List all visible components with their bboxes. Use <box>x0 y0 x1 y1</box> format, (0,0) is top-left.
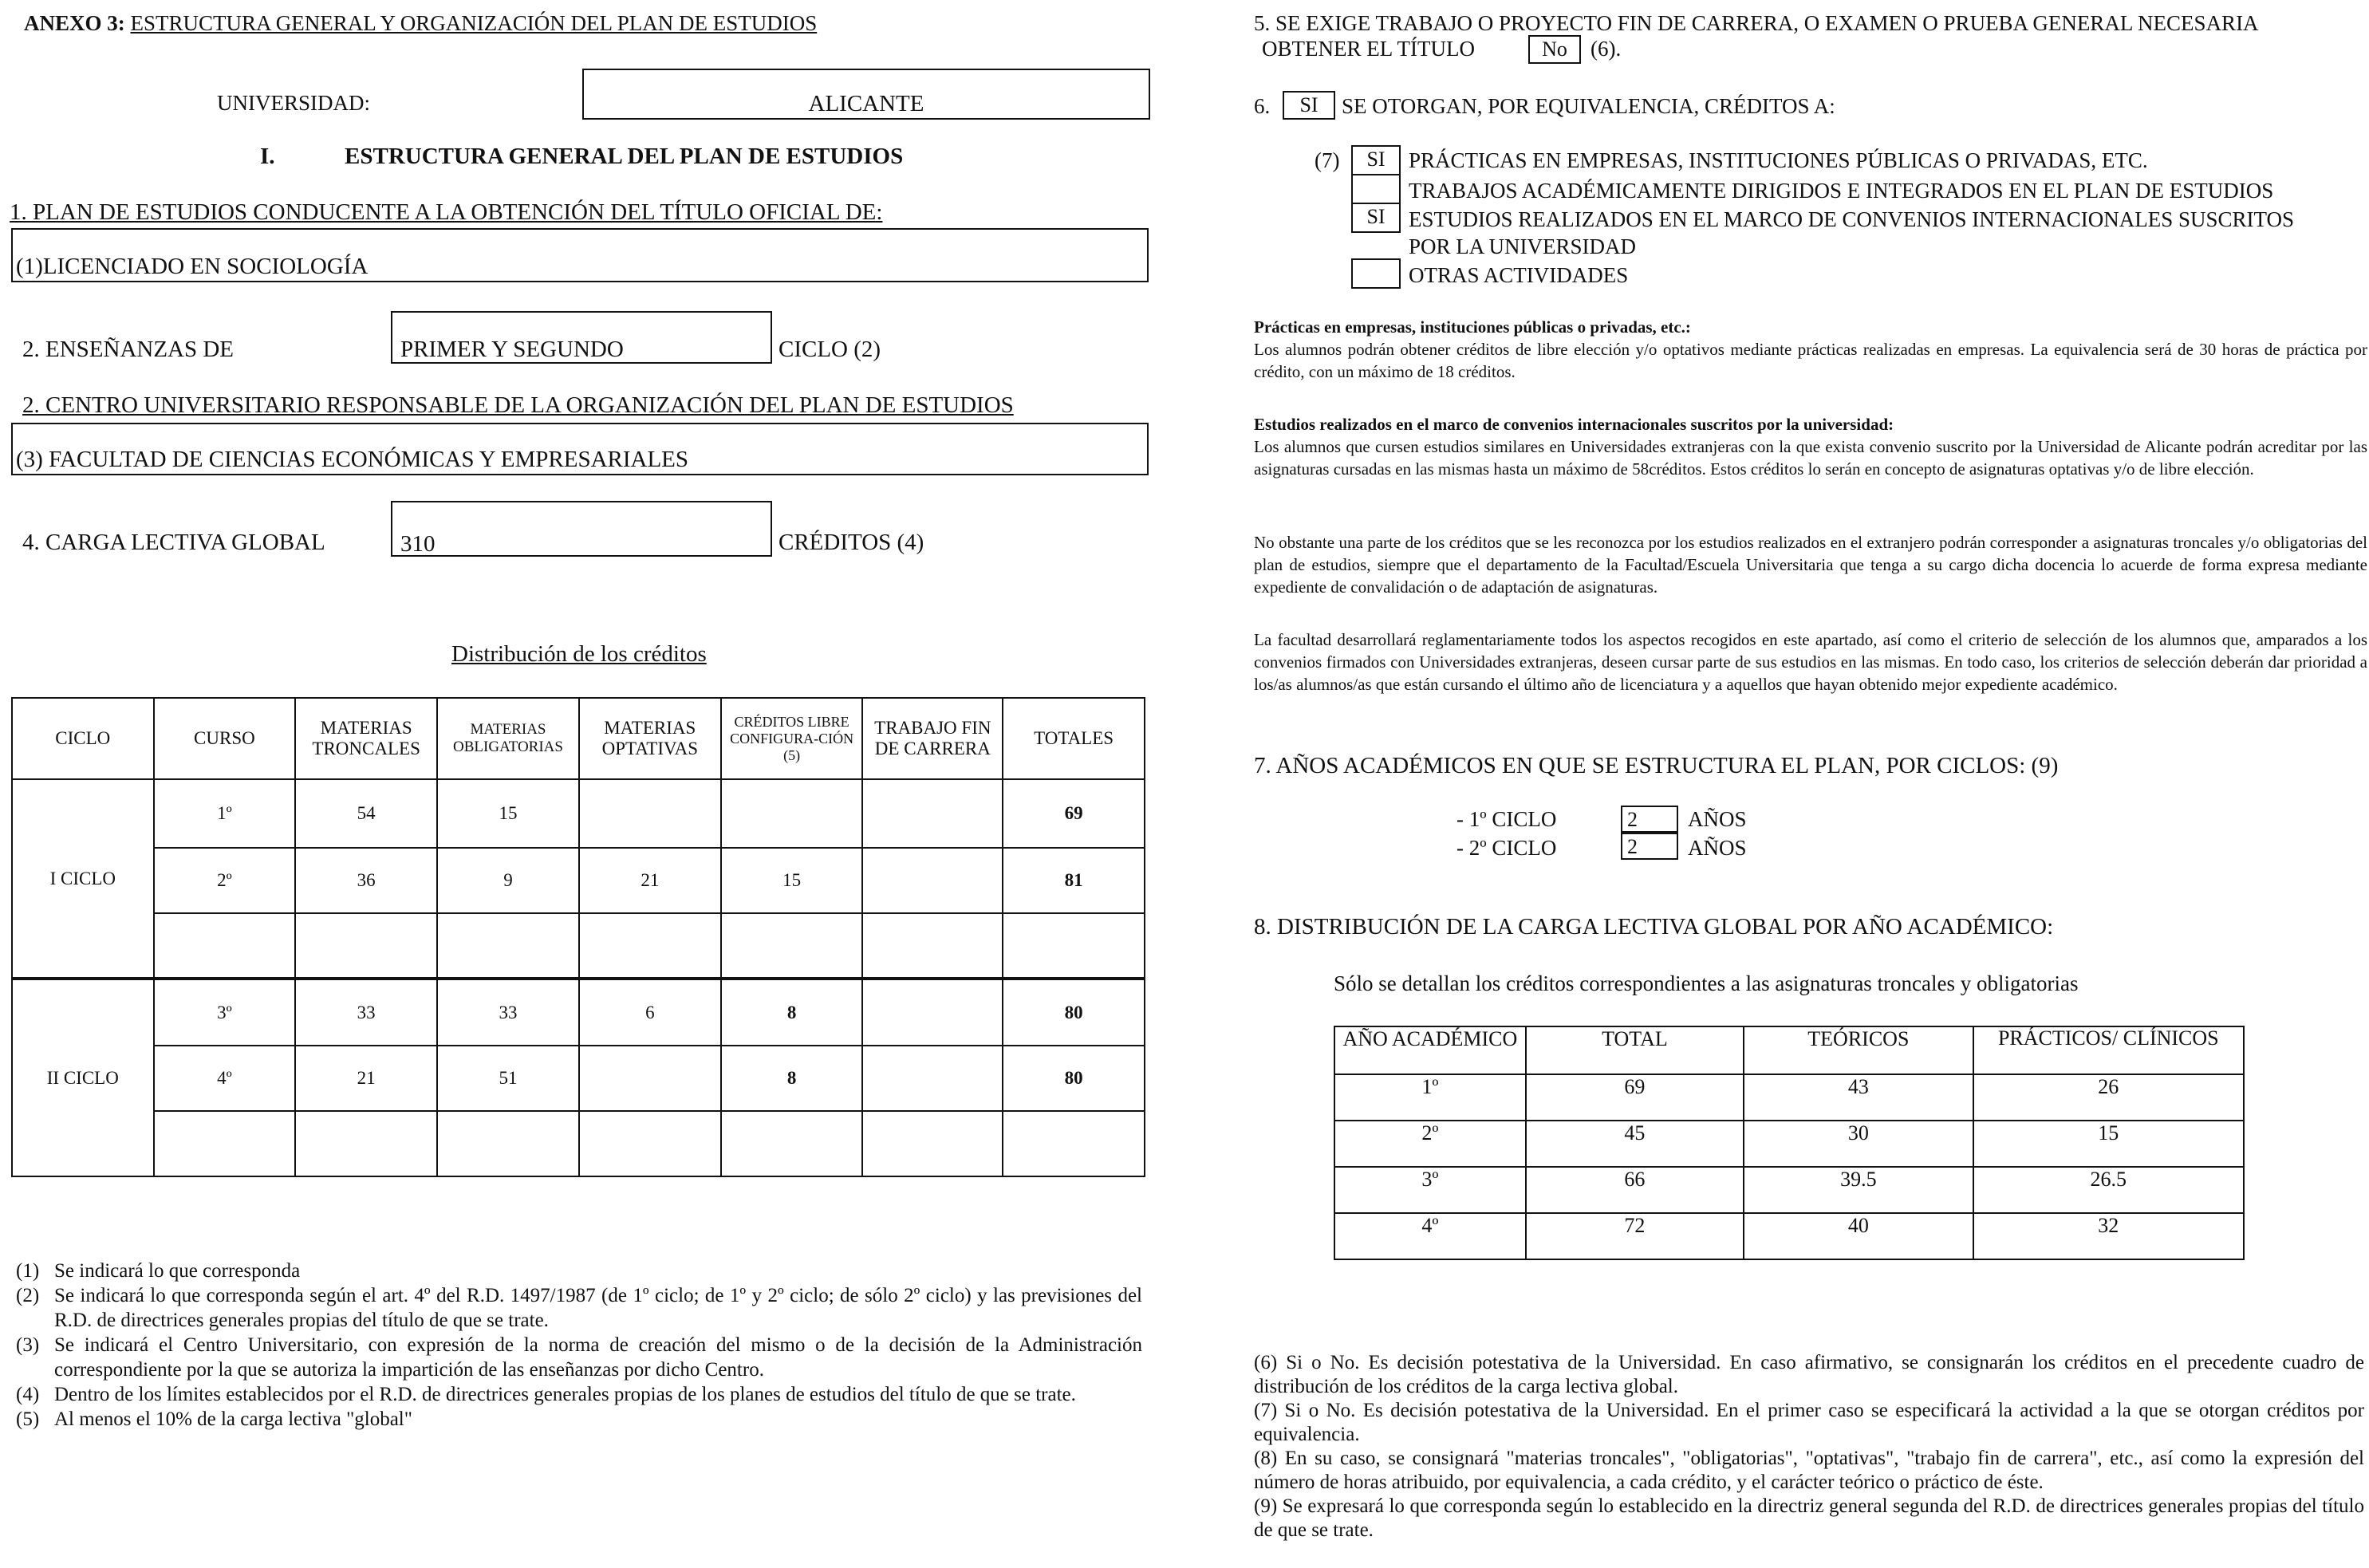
footnote: (6) Si o No. Es decisión potestativa de la Universidad. En caso afirmativo, se consignarán los créditos en el precedente cuadro de distribución de los créditos de la carga lectiva global. <box>1254 1352 2364 1397</box>
footnote: (5) Al menos el 10% de la carga lectiva "global" <box>16 1408 412 1430</box>
totales-cell <box>1003 913 1145 979</box>
table-row <box>1334 1074 2244 1121</box>
credits-table-header <box>12 698 1145 779</box>
q2-suffix: CICLO (2) <box>778 337 881 362</box>
table-row <box>1334 1167 2244 1213</box>
header-obligatorias: MATERIAS OBLIGATORIAS <box>437 698 579 779</box>
total-cell: 72 <box>1526 1213 1744 1259</box>
trabajo-fin-cell <box>862 848 1003 913</box>
curso-cell <box>154 913 296 979</box>
right-footnotes <box>1254 1351 2364 1542</box>
left-footnotes <box>16 1259 1142 1432</box>
header-teoricos: TEÓRICOS <box>1744 1026 1973 1074</box>
ciclo1-unit: AÑOS <box>1688 807 1747 831</box>
option-box <box>1351 174 1401 204</box>
q5-value-box: No <box>1528 35 1581 64</box>
academic-year-header <box>1334 1026 2244 1074</box>
estudios-body: Los alumnos que cursen estudios similares en Universidades extranjeras con la que exista convenio suscrito por la Universidad de Alicante podrán acreditar por las asignaturas cursadas en las mismas hasta un máximo de 58créditos. Estos créditos lo serán en concepto de asignaturas optativas y/o de libre elección. <box>1254 437 2367 479</box>
q3-box <box>11 423 1149 475</box>
obligatorias-cell: 51 <box>437 1046 579 1111</box>
libre-cell: 8 <box>721 979 863 1046</box>
section-number: I. <box>260 144 275 169</box>
table-row <box>12 779 1145 848</box>
university-label: UNIVERSIDAD: <box>217 91 370 115</box>
practicas-heading: Prácticas en empresas, instituciones públicas o privadas, etc.: <box>1254 317 1691 337</box>
section-title: ESTRUCTURA GENERAL DEL PLAN DE ESTUDIOS <box>345 144 904 169</box>
distribution-title: Distribución de los créditos <box>451 641 707 667</box>
credits-table <box>11 697 1145 1177</box>
practicos-cell: 15 <box>1973 1121 2244 1167</box>
ciclo2-years-box: 2 <box>1621 833 1678 860</box>
optativas-cell: 21 <box>579 848 721 913</box>
header-ciclo: CICLO <box>12 698 154 779</box>
ciclo1-years-box: 2 <box>1621 806 1678 833</box>
optativas-cell <box>579 779 721 848</box>
option-text: POR LA UNIVERSIDAD <box>1409 234 1637 258</box>
ciclo-cell: I CICLO <box>12 779 154 979</box>
q1-box <box>11 228 1149 282</box>
curso-cell: 3º <box>154 979 296 1046</box>
obligatorias-cell: 9 <box>437 848 579 913</box>
university-box <box>582 69 1150 120</box>
annex-prefix: ANEXO 3: <box>24 11 125 35</box>
ciclo1-label: - 1º CICLO <box>1456 807 1557 831</box>
q3-label: 2. CENTRO UNIVERSITARIO RESPONSABLE DE LA ORGANIZACIÓN DEL PLAN DE ESTUDIOS <box>22 392 1014 418</box>
obligatorias-cell <box>437 1111 579 1176</box>
libre-cell <box>721 1111 863 1176</box>
curso-cell: 2º <box>154 848 296 913</box>
q8-title: 8. DISTRIBUCIÓN DE LA CARGA LECTIVA GLOBAL POR AÑO ACADÉMICO: <box>1254 914 2054 940</box>
q4-value: 310 <box>400 531 436 557</box>
practicas-body: Los alumnos podrán obtener créditos de libre elección y/o optativos mediante prácticas realizadas en empresas. La equivalencia será de 30 horas de práctica por crédito, con un máximo de 18 créditos. <box>1254 340 2367 381</box>
troncales-cell: 36 <box>295 848 437 913</box>
trabajo-fin-cell <box>862 979 1003 1046</box>
ciclo2-label: - 2º CICLO <box>1456 836 1557 860</box>
obstante-paragraph: No obstante una parte de los créditos que se les reconozca por los estudios realizados en el extranjero podrán corresponder a asignaturas troncales y/o obligatorias del plan de estudios, siempre que el departamento de la Facultad/Escuela Universitaria que tenga a su cargo dicha docencia lo acuerde de forma expresa mediante expediente de convalidación o de adaptación de asignaturas. <box>1254 533 2367 597</box>
q4-box <box>391 501 772 557</box>
header-curso: CURSO <box>154 698 296 779</box>
teoricos-cell: 43 <box>1744 1074 1973 1121</box>
teoricos-cell: 30 <box>1744 1121 1973 1167</box>
obligatorias-cell: 33 <box>437 979 579 1046</box>
ano-cell: 4º <box>1334 1213 1526 1259</box>
q7-title: 7. AÑOS ACADÉMICOS EN QUE SE ESTRUCTURA EL PLAN, POR CICLOS: (9) <box>1254 753 2059 778</box>
ano-cell: 2º <box>1334 1121 1526 1167</box>
footnote: (9) Se expresará lo que corresponda según lo establecido en la directriz general segunda del R.D. de directrices generales propias del título de que se trate. <box>1254 1495 2364 1541</box>
header-libre: CRÉDITOS LIBRE CONFIGURA-CIÓN (5) <box>721 698 863 779</box>
optativas-cell: 6 <box>579 979 721 1046</box>
troncales-cell: 33 <box>295 979 437 1046</box>
q1-label: 1. PLAN DE ESTUDIOS CONDUCENTE A LA OBTENCIÓN DEL TÍTULO OFICIAL DE: <box>10 199 883 225</box>
option-text: OTRAS ACTIVIDADES <box>1409 263 1629 287</box>
footnote: (2) Se indicará lo que corresponda según el art. 4º del R.D. 1497/1987 (de 1º ciclo; de 1º y 2º ciclo; de sólo 2º ciclo) y las previsiones del R.D. de directrices generales propias del título de que se trate. <box>16 1285 1142 1331</box>
totales-cell: 80 <box>1003 1046 1145 1111</box>
option-box: SI <box>1351 203 1401 233</box>
table-row <box>1334 1121 2244 1167</box>
total-cell: 66 <box>1526 1167 1744 1213</box>
troncales-cell: 54 <box>295 779 437 848</box>
q6-number: 6. <box>1254 94 1271 118</box>
table-row <box>12 1111 1145 1176</box>
header-trabajo-fin: TRABAJO FIN DE CARRERA <box>862 698 1003 779</box>
practicas-paragraph <box>1254 316 2367 383</box>
footnote: (8) En su caso, se consignará "materias troncales", "obligatorias", "optativas", "trabajo fin de carrera", etc., así como la expresión del número de horas atribuido, por equivalencia, a cada crédito, y el carácter teórico o práctico de éste. <box>1254 1448 2364 1493</box>
libre-cell: 15 <box>721 848 863 913</box>
troncales-cell: 21 <box>295 1046 437 1111</box>
practicos-cell: 26.5 <box>1973 1167 2244 1213</box>
totales-cell <box>1003 1111 1145 1176</box>
header-ano: AÑO ACADÉMICO <box>1334 1026 1526 1074</box>
q4-suffix: CRÉDITOS (4) <box>778 530 924 555</box>
header-total: TOTAL <box>1526 1026 1744 1074</box>
table-row <box>12 979 1145 1046</box>
q2-label: 2. ENSEÑANZAS DE <box>22 337 235 362</box>
header-practicos: PRÁCTICOS/ CLÍNICOS <box>1973 1026 2244 1074</box>
libre-cell: 8 <box>721 1046 863 1111</box>
header-optativas: MATERIAS OPTATIVAS <box>579 698 721 779</box>
footnote: (3) Se indicará el Centro Universitario, con expresión de la norma de creación del mismo o de la decisión de la Administración correspondiente por la que se autoriza la impartición de las enseñanzas por dicho Centro. <box>16 1334 1142 1381</box>
total-cell: 45 <box>1526 1121 1744 1167</box>
optativas-cell <box>579 1046 721 1111</box>
estudios-heading: Estudios realizados en el marco de convenios internacionales suscritos por la universidad: <box>1254 415 1894 434</box>
estudios-paragraph <box>1254 413 2367 480</box>
q7-marker: (7) <box>1315 148 1340 172</box>
q6-text: SE OTORGAN, POR EQUIVALENCIA, CRÉDITOS A: <box>1342 94 1835 118</box>
curso-cell: 4º <box>154 1046 296 1111</box>
libre-cell <box>721 779 863 848</box>
ciclo-cell: II CICLO <box>12 979 154 1176</box>
footnote: (4) Dentro de los límites establecidos por el R.D. de directrices generales propias de los planes de estudios del título de que se trate. <box>16 1384 1076 1405</box>
option-text: PRÁCTICAS EN EMPRESAS, INSTITUCIONES PÚBLICAS O PRIVADAS, ETC. <box>1409 148 2148 172</box>
table-row <box>12 1046 1145 1111</box>
teoricos-cell: 39.5 <box>1744 1167 1973 1213</box>
trabajo-fin-cell <box>862 1111 1003 1176</box>
option-box: SI <box>1351 145 1401 175</box>
trabajo-fin-cell <box>862 913 1003 979</box>
academic-year-table <box>1334 1026 2245 1260</box>
option-text: TRABAJOS ACADÉMICAMENTE DIRIGIDOS E INTEGRADOS EN EL PLAN DE ESTUDIOS <box>1409 179 2274 203</box>
optativas-cell <box>579 913 721 979</box>
troncales-cell <box>295 913 437 979</box>
table-row <box>12 913 1145 979</box>
total-cell: 69 <box>1526 1074 1744 1121</box>
q5-suffix: (6). <box>1591 37 1622 61</box>
q1-value: (1)LICENCIADO EN SOCIOLOGÍA <box>16 254 369 279</box>
practicos-cell: 26 <box>1973 1074 2244 1121</box>
practicos-cell: 32 <box>1973 1213 2244 1259</box>
totales-cell: 80 <box>1003 979 1145 1046</box>
troncales-cell <box>295 1111 437 1176</box>
ano-cell: 3º <box>1334 1167 1526 1213</box>
q6-value-box: SI <box>1283 91 1335 120</box>
teoricos-cell: 40 <box>1744 1213 1973 1259</box>
trabajo-fin-cell <box>862 779 1003 848</box>
footnote: (7) Si o No. Es decisión potestativa de la Universidad. En el primer caso se especificará la actividad a la que se otorgan créditos por equivalencia. <box>1254 1400 2364 1445</box>
trabajo-fin-cell <box>862 1046 1003 1111</box>
totales-cell: 69 <box>1003 779 1145 848</box>
q4-label: 4. CARGA LECTIVA GLOBAL <box>22 530 325 555</box>
facultad-paragraph: La facultad desarrollará reglamentariamente todos los aspectos recogidos en este apartado, así como el criterio de selección de los alumnos que, amparados a los convenios firmados con Universidades extranjeras, deseen cursar parte de sus estudios en las mismas. En todo caso, los criterios de selección deberán dar prioridad a los/as alumnos/as que están cursando el último año de licenciatura y a aquellos que hayan obtenido mejor expediente académico. <box>1254 630 2367 694</box>
totales-cell: 81 <box>1003 848 1145 913</box>
footnote: (1) Se indicará lo que corresponda <box>16 1260 301 1282</box>
annex-title: ESTRUCTURA GENERAL Y ORGANIZACIÓN DEL PLAN DE ESTUDIOS <box>130 11 818 35</box>
optativas-cell <box>579 1111 721 1176</box>
curso-cell <box>154 1111 296 1176</box>
q2-box <box>391 311 772 364</box>
table-row <box>12 848 1145 913</box>
q5-line2: OBTENER EL TÍTULO <box>1262 37 1475 61</box>
option-text: ESTUDIOS REALIZADOS EN EL MARCO DE CONVENIOS INTERNACIONALES SUSCRITOS <box>1409 207 2295 231</box>
obligatorias-cell: 15 <box>437 779 579 848</box>
header-troncales: MATERIAS TRONCALES <box>295 698 437 779</box>
ciclo2-unit: AÑOS <box>1688 836 1747 860</box>
q5-line1: 5. SE EXIGE TRABAJO O PROYECTO FIN DE CARRERA, O EXAMEN O PRUEBA GENERAL NECESARIA <box>1254 11 2259 35</box>
header-totales: TOTALES <box>1003 698 1145 779</box>
curso-cell: 1º <box>154 779 296 848</box>
university-value: ALICANTE <box>808 91 924 116</box>
q3-value: (3) FACULTAD DE CIENCIAS ECONÓMICAS Y EMPRESARIALES <box>16 447 689 472</box>
obligatorias-cell <box>437 913 579 979</box>
table-row <box>1334 1213 2244 1259</box>
libre-cell <box>721 913 863 979</box>
ano-cell: 1º <box>1334 1074 1526 1121</box>
annex-heading <box>24 11 817 36</box>
option-box <box>1351 258 1401 289</box>
q2-value: PRIMER Y SEGUNDO <box>400 337 624 362</box>
q8-subtitle: Sólo se detallan los créditos correspondientes a las asignaturas troncales y obligatorias <box>1334 971 2079 995</box>
